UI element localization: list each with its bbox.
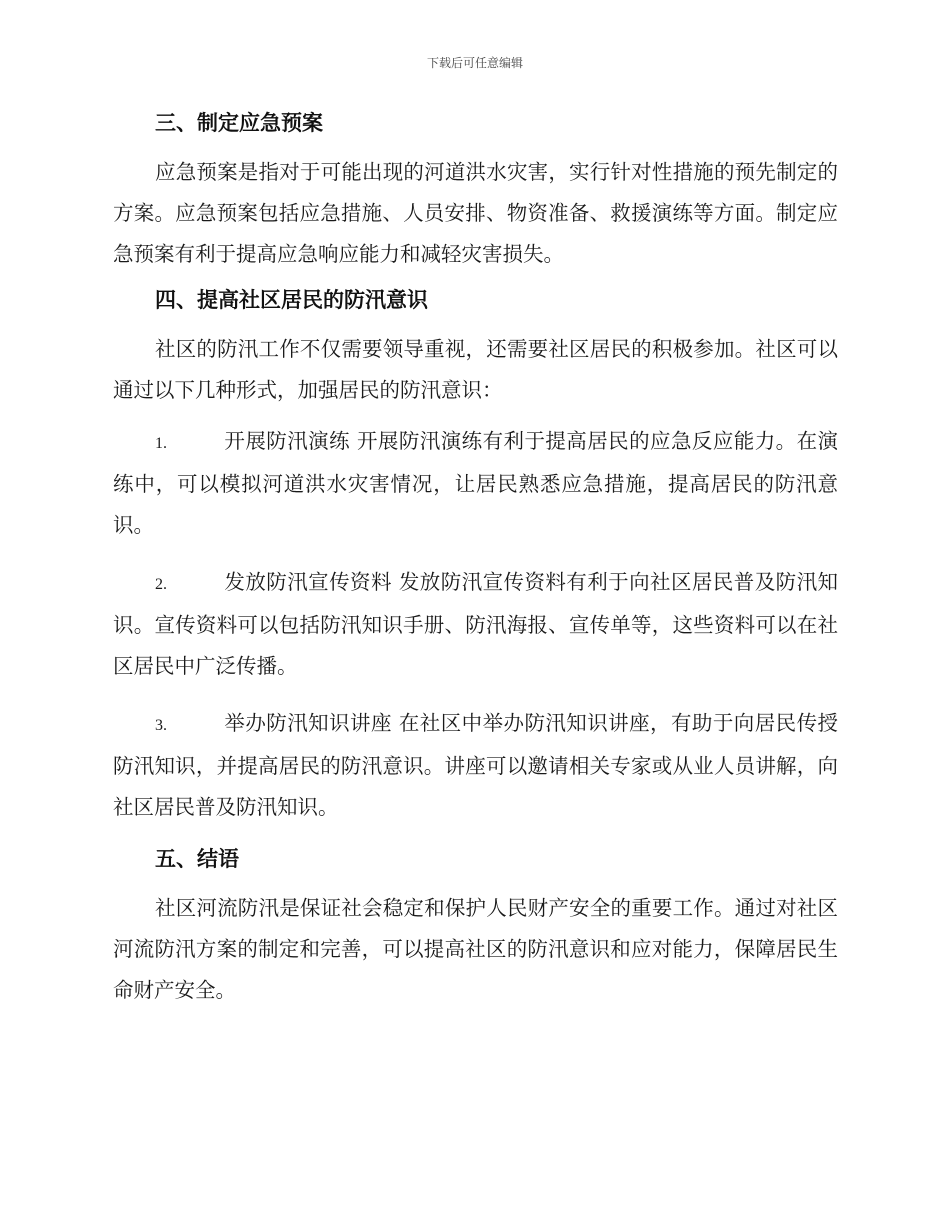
document-body — [113, 108, 838, 1021]
list-item-text: 发放防汛宣传资料 发放防汛宣传资料有利于向社区居民普及防汛知识。宣传资料可以包括防汛知识手册、防汛海报、宣传单等，这些资料可以在社区居民中广泛传播。 — [113, 570, 838, 678]
list-item-number: 1. — [155, 435, 167, 452]
list-item — [113, 421, 838, 546]
section-paragraph-5: 社区河流防汛是保证社会稳定和保护人民财产安全的重要工作。通过对社区河流防汛方案的制定和完善，可以提高社区的防汛意识和应对能力，保障居民生命财产安全。 — [113, 896, 838, 1002]
section-heading-4: 四、提高社区居民的防汛意识 — [155, 288, 428, 312]
list-item-number: 3. — [155, 717, 167, 734]
list-item — [113, 703, 838, 828]
list-item — [113, 562, 838, 687]
section-paragraph-3: 应急预案是指对于可能出现的河道洪水灾害，实行针对性措施的预先制定的方案。应急预案包括应急措施、人员安排、物资准备、救援演练等方面。制定应急预案有利于提高应急响应能力和减轻灾害损失。 — [113, 160, 838, 266]
section-heading-3: 三、制定应急预案 — [155, 111, 323, 135]
section-paragraph-4: 社区的防汛工作不仅需要领导重视，还需要社区居民的积极参加。社区可以通过以下几种形式，加强居民的防汛意识： — [113, 337, 838, 402]
list-item-text: 举办防汛知识讲座 在社区中举办防汛知识讲座，有助于向居民传授防汛知识，并提高居民的防汛意识。讲座可以邀请相关专家或从业人员讲解，向社区居民普及防汛知识。 — [113, 711, 838, 819]
section-heading-5: 五、结语 — [155, 847, 239, 871]
list-item-number: 2. — [155, 576, 167, 593]
list-item-text: 开展防汛演练 开展防汛演练有利于提高居民的应急反应能力。在演练中，可以模拟河道洪水灾害情况，让居民熟悉应急措施，提高居民的防汛意识。 — [113, 429, 838, 537]
header-note: 下载后可任意编辑 — [426, 56, 523, 70]
